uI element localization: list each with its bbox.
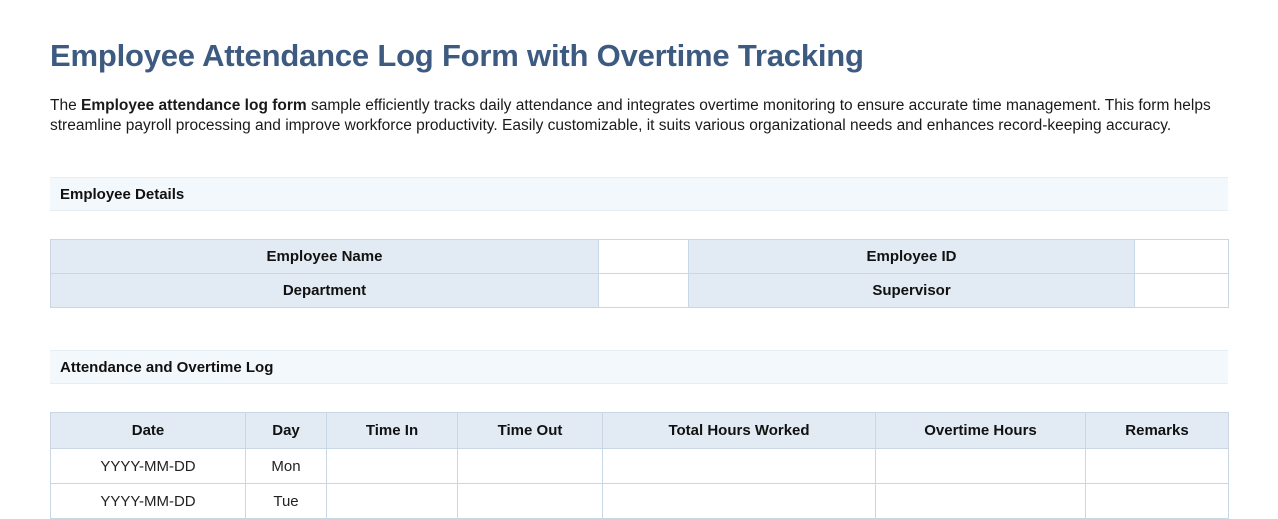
- table-row: [51, 449, 1229, 484]
- intro-bold-phrase: Employee attendance log form: [81, 97, 307, 114]
- spacer: [50, 384, 1228, 412]
- label-department: Department: [51, 274, 599, 308]
- cell-time-in[interactable]: [327, 449, 458, 484]
- column-header-overtime-hours: Overtime Hours: [876, 413, 1086, 449]
- table-row: [51, 484, 1229, 519]
- cell-overtime-hours[interactable]: [876, 449, 1086, 484]
- intro-paragraph: [50, 96, 1215, 135]
- cell-total-hours[interactable]: [603, 449, 876, 484]
- spacer: [50, 211, 1228, 239]
- cell-date[interactable]: YYYY-MM-DD: [51, 449, 246, 484]
- column-header-day: Day: [246, 413, 327, 449]
- column-header-total-hours-worked: Total Hours Worked: [603, 413, 876, 449]
- table-header-row: [51, 413, 1229, 449]
- employee-details-table: [50, 239, 1229, 308]
- cell-time-out[interactable]: [458, 449, 603, 484]
- cell-overtime-hours[interactable]: [876, 484, 1086, 519]
- spacer: [50, 135, 1228, 177]
- label-supervisor: Supervisor: [689, 274, 1135, 308]
- section-title-employee-details: Employee Details: [60, 185, 185, 203]
- cell-remarks[interactable]: [1086, 449, 1229, 484]
- table-row: [51, 240, 1229, 274]
- section-header-employee-details: [50, 177, 1228, 211]
- attendance-log-table: [50, 412, 1229, 519]
- intro-rest: sample efficiently tracks daily attendance and integrates overtime monitoring to ensure accurate time management. This form helps streamline payroll processing and improve workforce productivity. Easily customizable, it suits various organizational needs and enhances record-keeping accuracy.: [50, 97, 1211, 134]
- cell-day[interactable]: Mon: [246, 449, 327, 484]
- page-title: Employee Attendance Log Form with Overtime Tracking: [50, 38, 864, 73]
- cell-time-out[interactable]: [458, 484, 603, 519]
- intro-prefix: The: [50, 97, 82, 114]
- cell-total-hours[interactable]: [603, 484, 876, 519]
- section-title-attendance-log: Attendance and Overtime Log: [60, 358, 274, 376]
- column-header-time-in: Time In: [327, 413, 458, 449]
- field-supervisor[interactable]: [1135, 274, 1229, 308]
- cell-date[interactable]: YYYY-MM-DD: [51, 484, 246, 519]
- label-employee-id: Employee ID: [689, 240, 1135, 274]
- cell-remarks[interactable]: [1086, 484, 1229, 519]
- column-header-remarks: Remarks: [1086, 413, 1229, 449]
- cell-day[interactable]: Tue: [246, 484, 327, 519]
- field-employee-id[interactable]: [1135, 240, 1229, 274]
- section-header-attendance-log: [50, 350, 1228, 384]
- cell-time-in[interactable]: [327, 484, 458, 519]
- column-header-time-out: Time Out: [458, 413, 603, 449]
- label-employee-name: Employee Name: [51, 240, 599, 274]
- table-row: [51, 274, 1229, 308]
- column-header-date: Date: [51, 413, 246, 449]
- field-employee-name[interactable]: [599, 240, 689, 274]
- field-department[interactable]: [599, 274, 689, 308]
- spacer: [50, 308, 1228, 350]
